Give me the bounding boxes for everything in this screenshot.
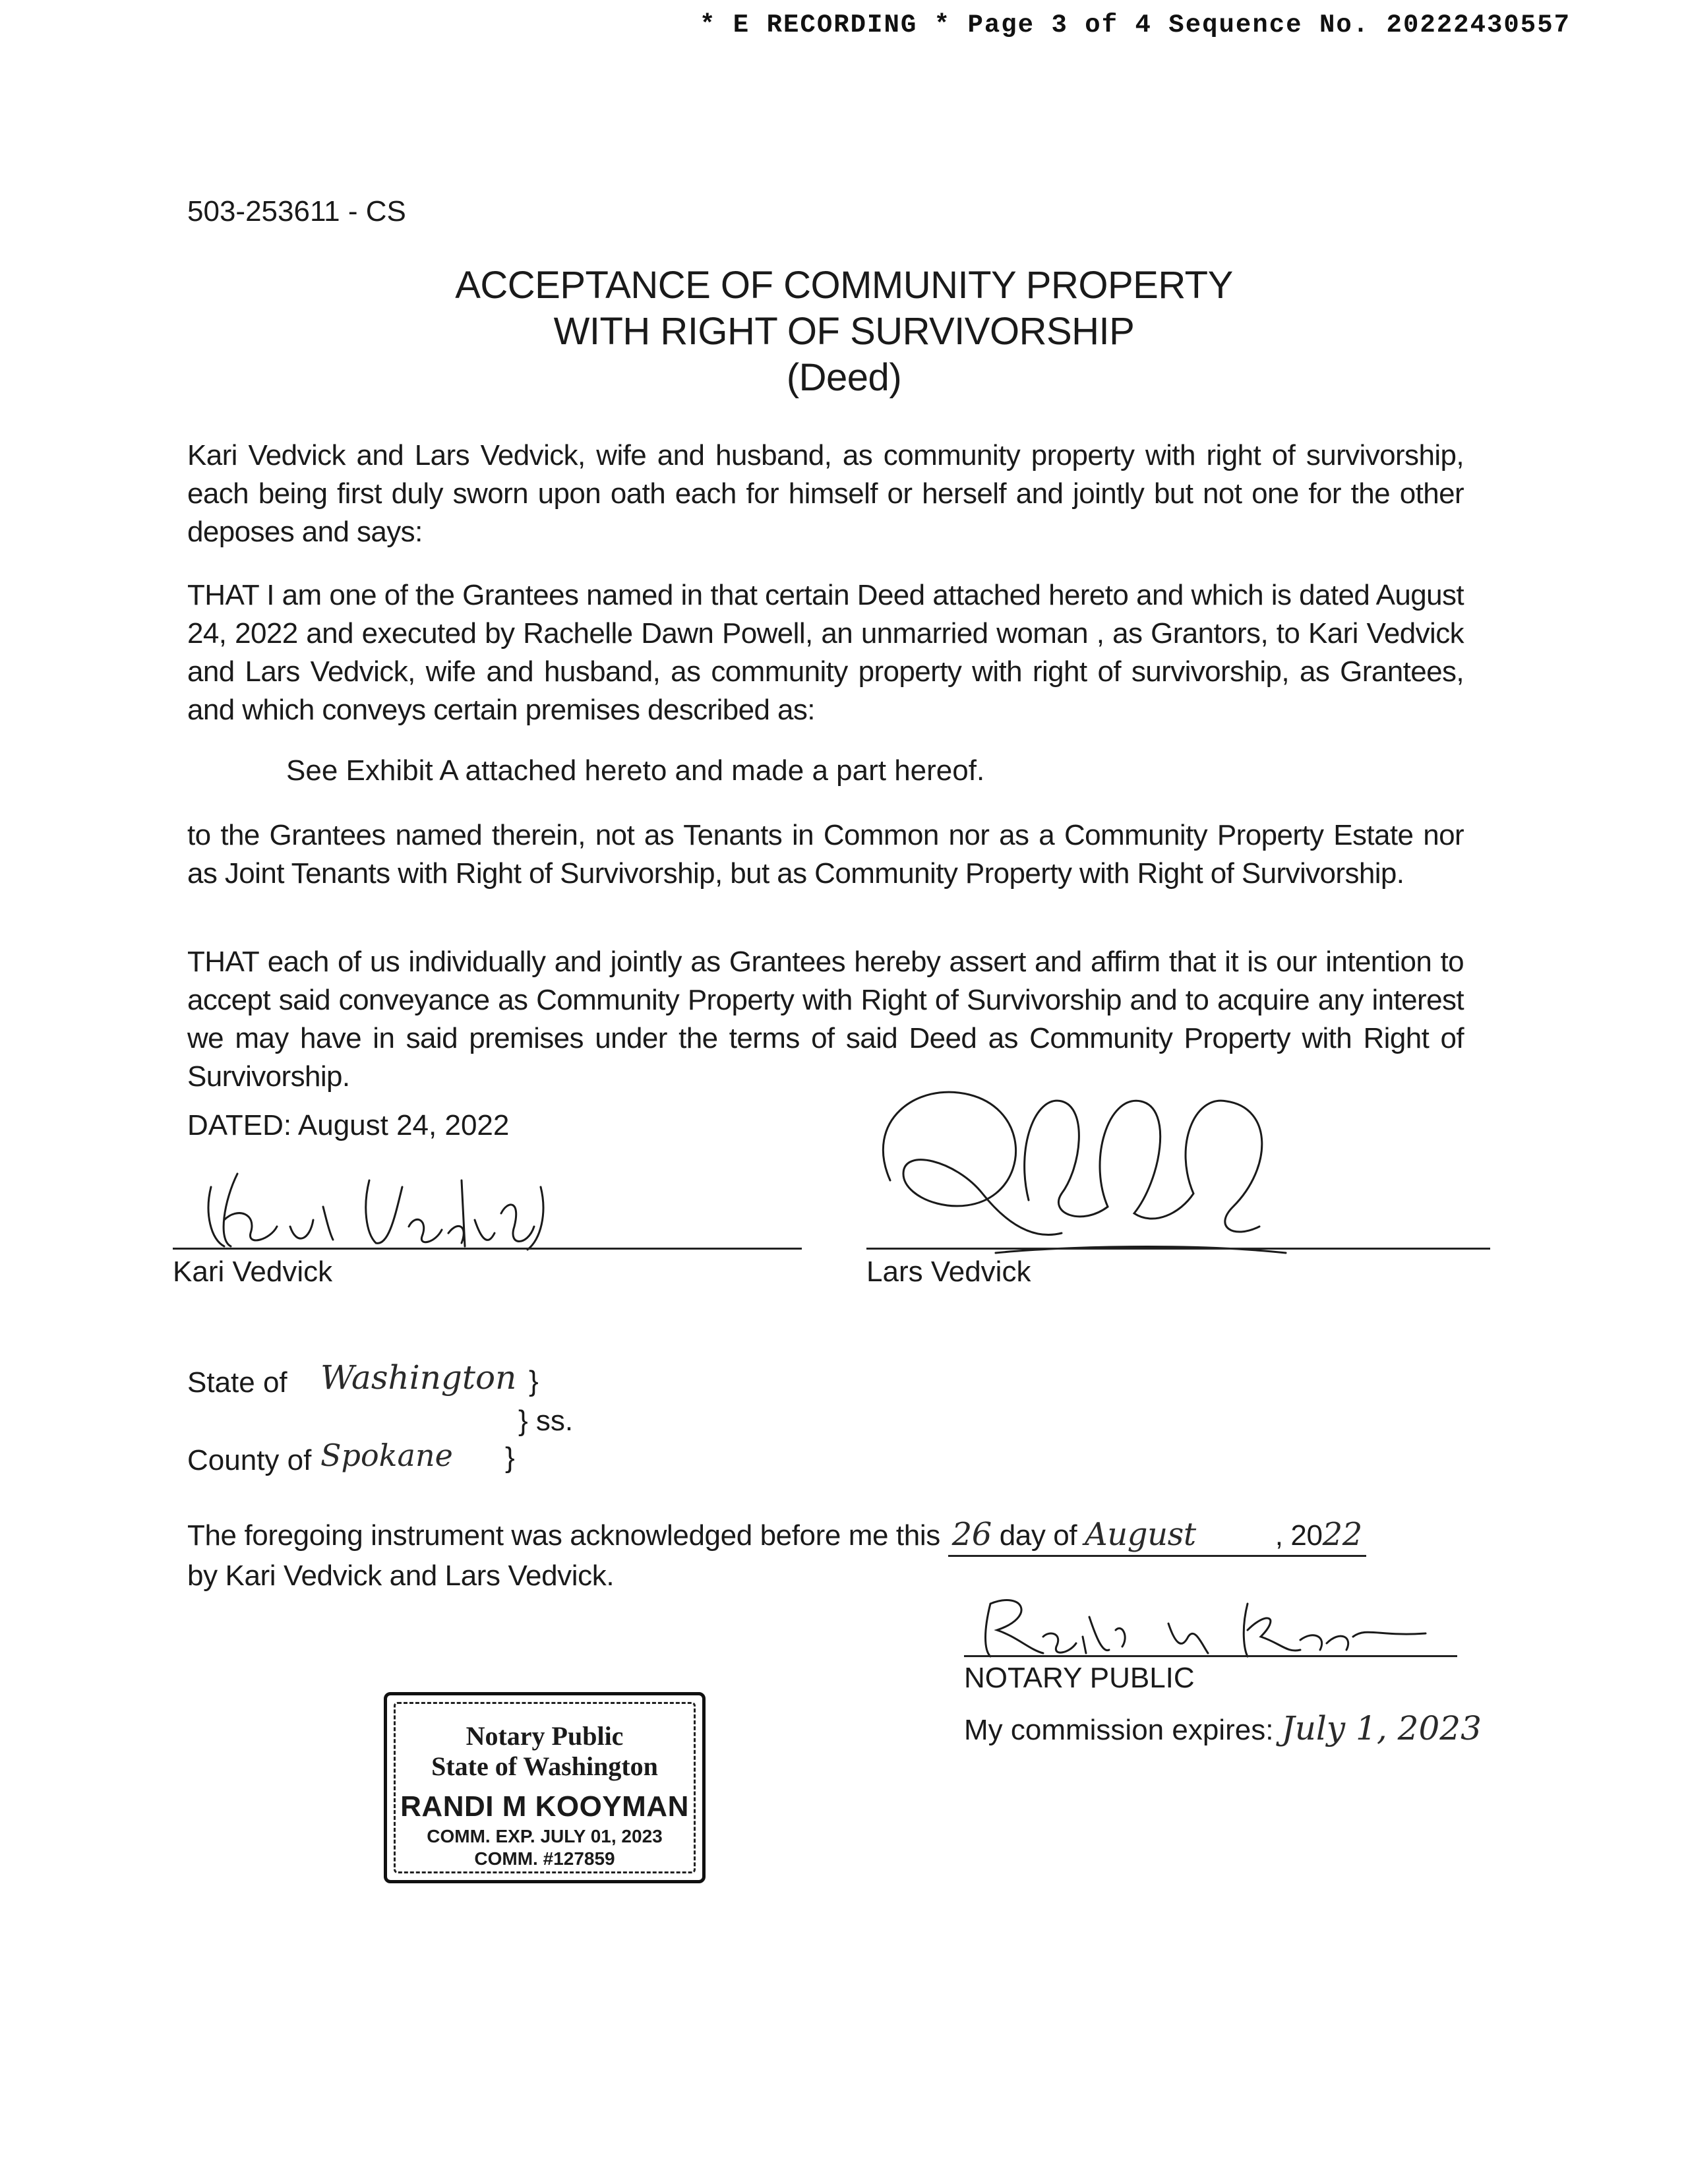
title-line-1: ACCEPTANCE OF COMMUNITY PROPERTY (455, 264, 1233, 307)
grantee1-signature-line (173, 1248, 802, 1250)
affiant-paragraph: Kari Vedvick and Lars Vedvick, wife and husband, as community property with right of survivorship, each being first duly sworn upon oath each for himself or herself and jointly but not one for the other deposes and says: (187, 439, 1464, 548)
grantee-paragraph: THAT I am one of the Grantees named in that certain Deed attached hereto and which is dated August 24, 2022 and executed by Rachelle Dawn Powell, an unmarried woman , as Grantors, to Kari Vedvick and Lars Vedvick, wife and husband, as community property with right of survivorship, as Grantees, and which conveys certain premises described as: (187, 579, 1464, 726)
title-line-3: (Deed) (786, 356, 902, 399)
commission-label: My commission expires: (964, 1714, 1274, 1746)
lars-signature-scribble (864, 1068, 1325, 1266)
ack-day: 26 (951, 1516, 992, 1553)
county-label: County of (187, 1444, 312, 1476)
stamp-line-2: State of Washington (431, 1751, 658, 1781)
stamp-commission-exp: COMM. EXP. JULY 01, 2023 (427, 1826, 663, 1846)
commission-value: July 1, 2023 (1281, 1709, 1482, 1747)
state-brace: } (529, 1365, 539, 1397)
state-label: State of (187, 1366, 287, 1399)
stamp-line-1: Notary Public (466, 1721, 624, 1751)
grantee2-name: Lars Vedvick (866, 1256, 1031, 1288)
stamp-commission-number: COMM. #127859 (474, 1848, 615, 1869)
stamp-notary-name: RANDI M KOOYMAN (400, 1790, 689, 1823)
recording-header: * E RECORDING * Page 3 of 4 Sequence No. 20222430557 (700, 11, 1571, 40)
grantee2-signature-line (866, 1248, 1490, 1250)
county-brace: } (505, 1441, 515, 1474)
ack-month: August (1085, 1516, 1196, 1553)
county-value: Spokane (320, 1438, 453, 1473)
acknowledgment (187, 1515, 1366, 1595)
ack-text: The foregoing instrument was acknowledged before me this (187, 1519, 948, 1552)
commission-expires (964, 1709, 1482, 1747)
dated-line: DATED: August 24, 2022 (187, 1109, 510, 1141)
notary-stamp (384, 1692, 706, 1883)
notary-title: NOTARY PUBLIC (964, 1662, 1195, 1694)
ss-label: } ss. (518, 1405, 574, 1437)
notary-signature-scribble (971, 1591, 1432, 1663)
file-number: 503-253611 - CS (187, 195, 406, 228)
exhibit-reference: See Exhibit A attached hereto and made a part hereof. (286, 754, 985, 787)
notary-signature-line (964, 1655, 1457, 1657)
ack-line-2: by Kari Vedvick and Lars Vedvick. (187, 1560, 615, 1592)
ack-year-suffix: 22 (1322, 1516, 1362, 1553)
tenancy-paragraph: to the Grantees named therein, not as Tenants in Common nor as a Community Property Estate nor as Joint Tenants with Right of Survivorship, but as Community Property with Right of Survivorship. (187, 819, 1464, 890)
ack-year-prefix: , 20 (1275, 1519, 1323, 1552)
state-value: Washington (320, 1358, 517, 1397)
ack-day-of: day of (991, 1519, 1085, 1552)
title-line-2: WITH RIGHT OF SURVIVORSHIP (553, 310, 1135, 353)
kari-signature-scribble (198, 1161, 567, 1259)
grantee1-name: Kari Vedvick (173, 1256, 333, 1288)
ack-day-blank (948, 1515, 1366, 1557)
document-title (0, 262, 1688, 401)
notary-stamp-border (394, 1702, 696, 1873)
affirmation-paragraph: THAT each of us individually and jointly as Grantees hereby assert and affirm that it is our intention to accept said conveyance as Community Property with Right of Survivorship and to acquire any interest we may have in said premises under the terms of said Deed as Community Property with Right of Survivorship. (187, 946, 1464, 1093)
